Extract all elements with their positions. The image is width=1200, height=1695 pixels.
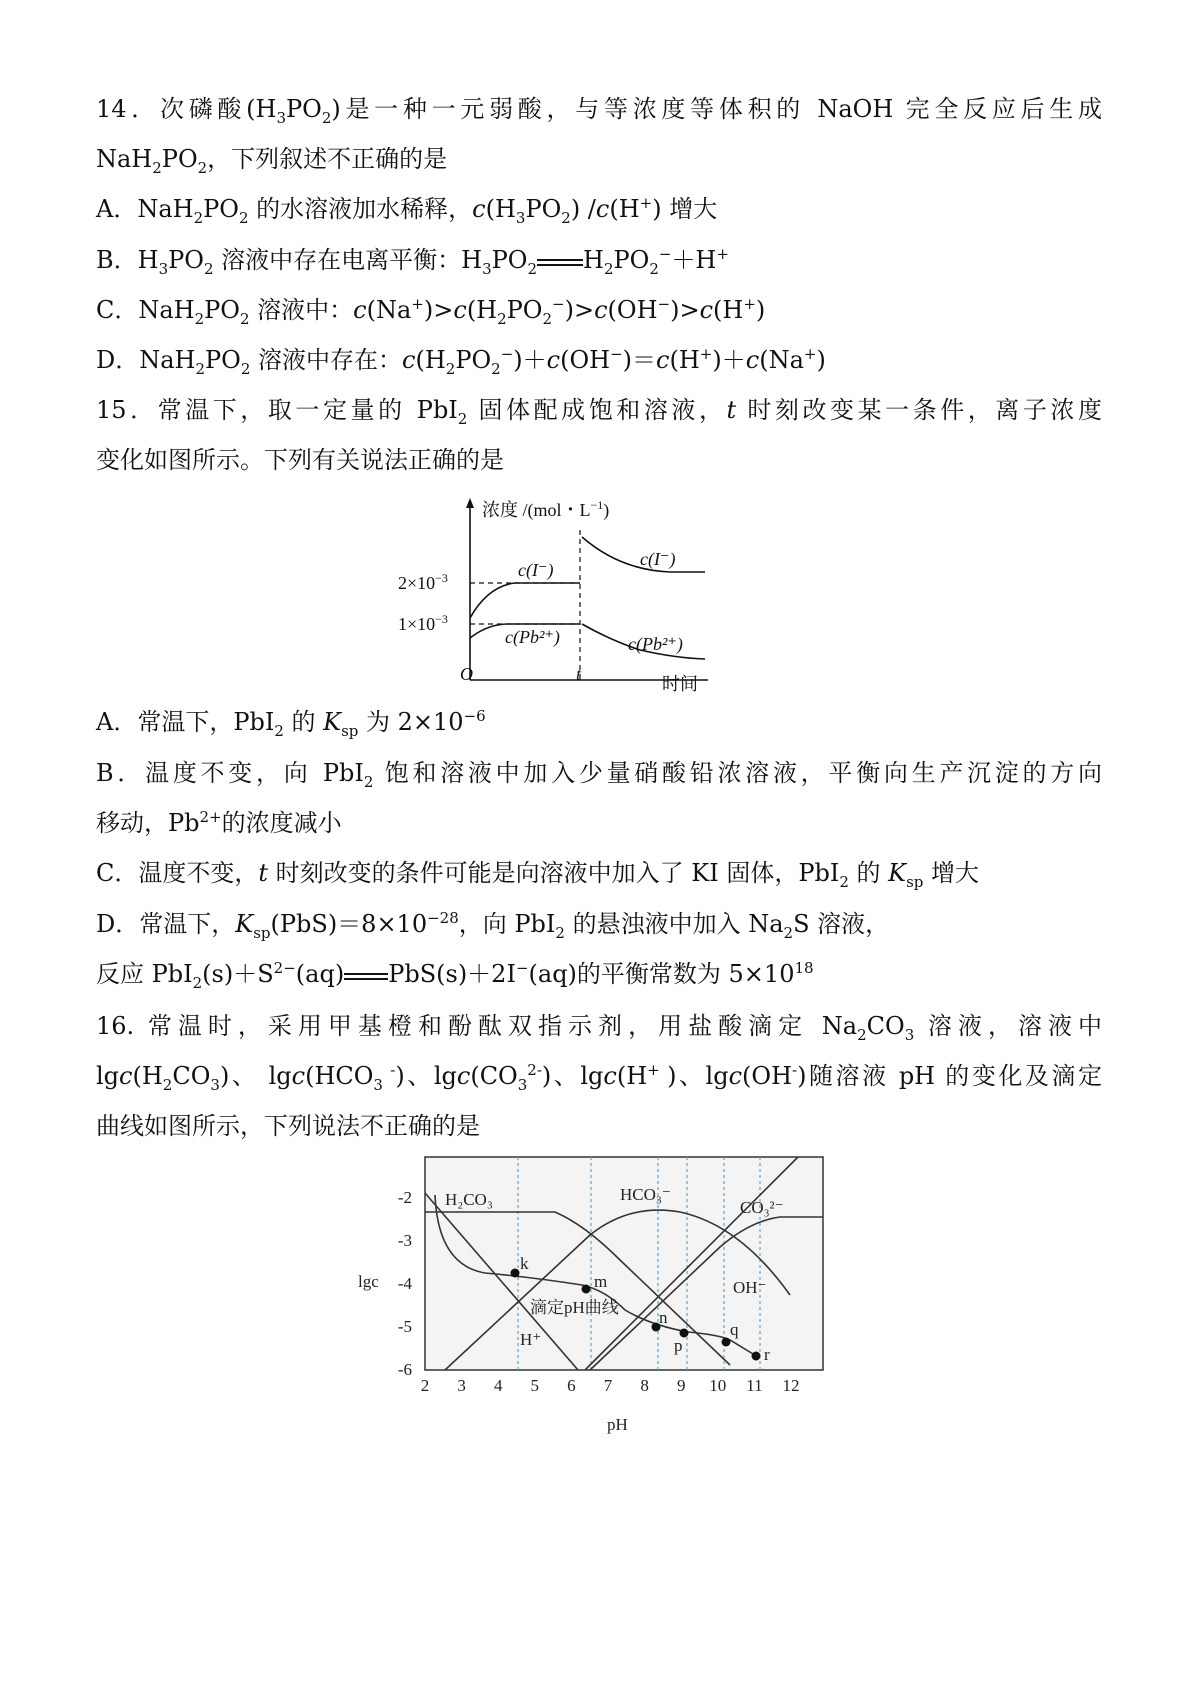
concentration-time-chart [390, 490, 750, 700]
label-co3: CO₃²⁻ [740, 1198, 784, 1217]
y-tick-label: -5 [397, 1317, 412, 1336]
x-tick-label: 12 [782, 1376, 800, 1395]
q14-stem-line1: 14．次磷酸$(H_3PO_2)$是一种一元弱酸，与等浓度等体积的 NaOH 完全反应后生成 [96, 95, 1102, 127]
point-label-r: r [764, 1345, 770, 1364]
x-axis-label: 时间 [662, 674, 698, 694]
x-tick-label: 7 [603, 1376, 613, 1395]
label-oh: OH⁻ [733, 1278, 767, 1297]
y-tick-label: -2 [397, 1188, 412, 1207]
q14-option-a: A．$NaH_2PO_2$ 的水溶液加水稀释，$c(H_3PO_2)$ /c(H+) 增大 [96, 194, 718, 227]
series-label-i-before: c(I⁻) [518, 560, 554, 580]
x-tick-label: 8 [640, 1376, 649, 1395]
y-axis-arrow [466, 498, 474, 508]
y-tick-label: -3 [397, 1231, 412, 1250]
series-label-i-after: c(I⁻) [640, 549, 676, 569]
q14-option-d: D．$NaH_2PO_2$ 溶液中存在：$c(H_2PO_2^-)+c(OH^-)=c(H^+)+c(Na^+)$ [96, 345, 826, 378]
origin-label: O [460, 664, 473, 684]
label-titration-curve: 滴定pH曲线 [530, 1298, 619, 1317]
q15-option-c: C．温度不变，t 时刻改变的条件可能是向溶液中加入了 KI 固体，PbI$_2$ 的 $K_{sp}$ 增大 [96, 859, 980, 891]
q14-stem-line2: $NaH_2PO_2$，下列叙述不正确的是 [96, 145, 448, 177]
titration-lgc-ph-chart [350, 1155, 850, 1445]
q16-stem-line1: 16. 常温时，采用甲基橙和酚酞双指示剂，用盐酸滴定 $Na_2CO_3$ 溶液，溶液中 [96, 1012, 1102, 1044]
label-h2co3: H₂CO₃ [445, 1190, 493, 1209]
point-label-k: k [520, 1254, 529, 1273]
series-label-pb-after: c(Pb²⁺) [628, 634, 683, 654]
x-tick-label: 5 [530, 1376, 540, 1395]
q15-stem-line2: 变化如图所示。下列有关说法正确的是 [96, 446, 504, 474]
y-axis-label: 浓度 /(mol・$L^{-1}$) [482, 498, 610, 520]
x-tick-label: 10 [709, 1376, 727, 1395]
point-r [752, 1352, 761, 1361]
q15-option-d-line1: D．常温下，$K_{sp}(PbS)=8\times 10^{-28}$，向 PbI$_2$ 的悬浊液中加入 $Na_2S$ 溶液， [96, 909, 890, 942]
x-tick-label: 9 [676, 1376, 686, 1395]
label-hco3: HCO₃⁻ [620, 1185, 671, 1204]
x-tick-label: 11 [746, 1376, 763, 1395]
series-label-pb-before: c(Pb²⁺) [505, 627, 560, 647]
point-label-m: m [594, 1272, 608, 1291]
q15-option-b-line2: 移动，$Pb^{2+}$的浓度减小 [96, 808, 342, 837]
y-tick-label: -4 [397, 1274, 412, 1293]
point-m [582, 1285, 591, 1294]
q15-option-d-line2: 反应 $PbI_2(s)+S^{2-}(aq)$ PbS(s)＋2I−(aq)的平衡常数为 $5\times 10^{18}$ [96, 959, 814, 992]
q15-option-a: A．常温下，PbI$_2$ 的 $K_{sp}$ 为 $2\times 10^{-6}$ [96, 707, 486, 740]
y-tick-2e-3: $2\times 10^{-3}$ [398, 571, 448, 593]
q15-stem-line1: 15．常温下，取一定量的 PbI$_2$ 固体配成饱和溶液，t 时刻改变某一条件，离子浓度 [96, 396, 1102, 428]
x-tick-label: 3 [457, 1376, 466, 1395]
label-h-plus: H⁺ [520, 1330, 542, 1349]
x-tick-label: 6 [567, 1376, 576, 1395]
x-tick-label: 4 [493, 1376, 503, 1395]
x-axis-label: pH [607, 1415, 628, 1434]
point-k [511, 1269, 520, 1278]
y-tick-label: -6 [397, 1360, 412, 1379]
point-label-n: n [659, 1308, 668, 1327]
q16-stem-line2: $\lg c(H_2CO_3)$、 $\lg c(HCO_3$ -)、$\lg c(CO_3^{2-})$、lgc(H+ )、lgc(OH-)随溶液 pH 的变化及滴定 [96, 1061, 1103, 1094]
q14-option-b: B．$H_3PO_2$ 溶液中存在电离平衡：$H_3PO_2$ $H_2PO_2^-+H^+$ [96, 245, 729, 278]
q15-option-b-line1: B．温度不变，向 PbI$_2$ 饱和溶液中加入少量硝酸铅浓溶液，平衡向生产沉淀的方向 [96, 759, 1102, 791]
y-axis-label: lgc [358, 1272, 379, 1291]
point-label-q: q [730, 1320, 739, 1339]
curve-i-before [470, 583, 580, 618]
x-tick-label: 2 [420, 1376, 430, 1395]
point-label-p: p [674, 1336, 683, 1355]
q16-stem-line3: 曲线如图所示，下列说法不正确的是 [96, 1112, 480, 1140]
q14-option-c: C．$NaH_2PO_2$ 溶液中：$c(Na^+)>c(H_2PO_2^-)>c(OH^-)>c(H^+)$ [96, 295, 766, 328]
y-tick-1e-3: $1\times 10^{-3}$ [398, 612, 448, 634]
t-tick-label: t [576, 664, 582, 684]
